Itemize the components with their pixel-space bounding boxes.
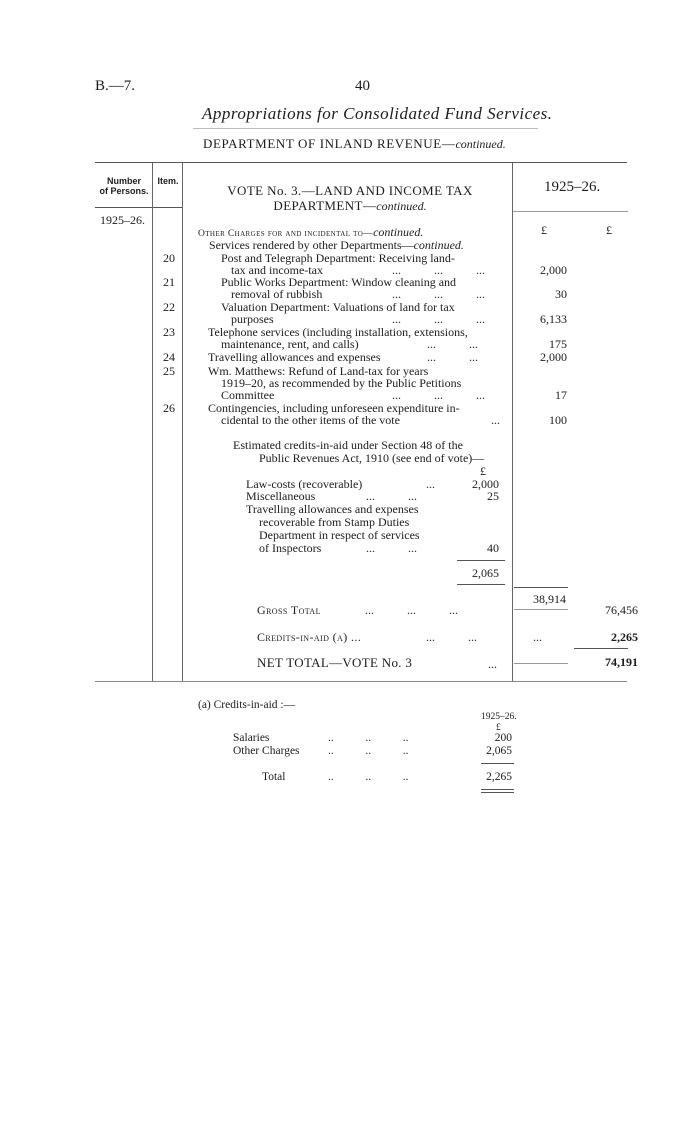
persons-heading-line-1: Number (106, 176, 141, 186)
head-bottom-rule-left (95, 207, 182, 208)
item-line: maintenance, rent, and calls) (221, 337, 359, 351)
gross-total-label (257, 603, 321, 618)
footnote-currency: £ (496, 723, 501, 733)
credit-travel-line: recoverable from Stamp Duties (259, 515, 410, 529)
net-total-amount: 74,191 (605, 655, 638, 669)
footnote-row-label: Other Charges (233, 745, 300, 757)
net-top-rule (574, 648, 628, 649)
department-heading (203, 136, 506, 152)
vote-title (190, 183, 510, 214)
credits-in-aid-text: Credits-in-aid (a) ... (257, 630, 362, 644)
credits-intro-line-1: Estimated credits-in-aid under Section 48 of the (233, 438, 463, 452)
footnote-total-amount: 2,265 (486, 771, 512, 783)
credits-in-aid-dots: ... ... (426, 630, 477, 644)
item-amount: 6,133 (540, 312, 567, 326)
item-leader-dots: ... ... (427, 350, 478, 364)
item-number: 22 (163, 300, 175, 314)
credits-total: 2,065 (472, 566, 499, 580)
item-line: Post and Telegraph Department: Receiving land- (221, 251, 455, 265)
credit-travel-line: Travelling allowances and expenses (246, 502, 419, 516)
vote-title-department: DEPARTMENT— (273, 198, 377, 213)
item-number: 25 (163, 364, 175, 378)
department-suffix: continued. (455, 137, 506, 151)
credits-sum-rule (457, 560, 505, 561)
item-line: Committee (221, 388, 275, 402)
head-bottom-rule-right (512, 211, 628, 212)
footnote-double-rule-1 (481, 789, 514, 790)
item-line: Valuation Department: Valuations of land for tax (221, 300, 455, 314)
item-line: removal of rubbish (231, 287, 323, 301)
item-amount: 30 (555, 287, 567, 301)
credit-travel-line: of Inspectors (259, 541, 322, 555)
item-line: Contingencies, including unforeseen expenditure in- (208, 401, 460, 415)
currency-left: £ (541, 223, 547, 237)
credits-in-aid-amount: 2,265 (611, 630, 638, 644)
item-leader-dots: ... (491, 413, 500, 427)
footnote-row-amount: 200 (494, 732, 512, 744)
footnote-row-dots: .. .. .. (328, 745, 409, 757)
currency-right: £ (606, 223, 612, 237)
item-leader-dots: ... ... ... (392, 263, 485, 277)
section-heading-suffix: continued. (373, 225, 424, 239)
page-title: Appropriations for Consolidated Fund Services. (202, 104, 553, 123)
item-line: purposes (231, 312, 274, 326)
net-total-dots: ... (488, 657, 497, 671)
credit-line-label: Miscellaneous (246, 489, 316, 503)
item-number: 20 (163, 251, 175, 265)
table-bottom-rule (95, 681, 627, 682)
credits-intro-line-2: Public Revenues Act, 1910 (see end of vote)— (259, 451, 485, 465)
footnote-sum-rule (481, 763, 514, 764)
document-reference: B.—7. (95, 78, 136, 94)
footnote-year: 1925–26. (481, 712, 517, 722)
item-amount: 100 (549, 413, 567, 427)
item-number: 23 (163, 325, 175, 339)
item-number: 21 (163, 275, 175, 289)
credits-total-rule (457, 584, 505, 585)
subtotal-rule (514, 587, 568, 588)
department-name: DEPARTMENT OF INLAND REVENUE— (203, 136, 456, 151)
gross-total-dots: ... ... ... (365, 603, 458, 617)
footnote-total-label: Total (262, 771, 286, 783)
section-subheading-suffix: continued. (413, 238, 464, 252)
item-leader-dots: ... ... ... (392, 287, 485, 301)
title-rule (193, 128, 538, 129)
vote-title-line-2 (190, 198, 510, 214)
item-line: Wm. Matthews: Refund of Land-tax for years (208, 364, 429, 378)
footnote-double-rule-2 (481, 792, 514, 793)
item-line: cidental to the other items of the vote (221, 413, 400, 427)
credit-line-amount: 25 (487, 489, 499, 503)
persons-year-label: 1925–26. (100, 213, 145, 227)
item-leader-dots: ... ... ... (392, 312, 485, 326)
gross-total-amount: 76,456 (605, 603, 638, 617)
credit-travel-line: Department in respect of services (259, 528, 420, 542)
item-amount: 2,000 (540, 350, 567, 364)
item-amount: 2,000 (540, 263, 567, 277)
credits-in-aid-label (257, 630, 361, 645)
footnote-row-label: Salaries (233, 732, 270, 744)
subtotal-amount: 38,914 (533, 592, 566, 606)
persons-column-heading (97, 176, 151, 196)
net-left-rule (514, 663, 568, 664)
credits-currency: £ (480, 464, 486, 478)
item-number: 26 (163, 401, 175, 415)
persons-heading-line-2: of Persons. (99, 186, 149, 196)
item-line: 1919–20, as recommended by the Public Petitions (221, 376, 462, 390)
vote-title-suffix: continued. (376, 199, 427, 213)
item-amount: 175 (549, 337, 567, 351)
footnote-heading: (a) Credits-in-aid :— (198, 699, 296, 711)
gross-total-text: Gross Total (257, 603, 321, 617)
credit-line-dots: ... ... (366, 489, 417, 503)
credit-travel-amount: 40 (487, 541, 499, 555)
net-total-label: NET TOTAL—VOTE No. 3 (257, 655, 413, 670)
footnote-total-dots: .. .. .. (328, 771, 409, 783)
item-line: Public Works Department: Window cleaning and (221, 275, 457, 289)
credit-travel-dots: ... ... (366, 541, 417, 555)
vote-title-line-1: VOTE No. 3.—LAND AND INCOME TAX (227, 183, 473, 198)
item-number: 24 (163, 350, 175, 364)
page-number: 40 (355, 78, 370, 94)
credits-in-aid-mid: ... (533, 630, 542, 644)
year-column-heading: 1925–26. (544, 179, 601, 195)
item-line: tax and income-tax (231, 263, 323, 277)
credit-line-amount: 2,000 (472, 477, 499, 491)
item-leader-dots: ... ... (427, 337, 478, 351)
item-line: Telephone services (including installation, extensions, (208, 325, 468, 339)
footnote-row-dots: .. .. .. (328, 732, 409, 744)
credit-line-label: Law-costs (recoverable) (246, 477, 363, 491)
section-heading-text: Other Charges for and incidental to— (198, 229, 374, 239)
item-column-divider (182, 163, 183, 681)
footnote-row-amount: 2,065 (486, 745, 512, 757)
table-top-rule (95, 162, 627, 163)
item-line: Travelling allowances and expenses (208, 350, 381, 364)
item-amount: 17 (555, 388, 567, 402)
section-subheading-text: Services rendered by other Departments— (209, 238, 414, 252)
item-leader-dots: ... ... ... (392, 388, 485, 402)
item-column-heading: Item. (157, 176, 179, 186)
persons-column-divider (152, 163, 153, 681)
gross-left-rule (514, 609, 568, 610)
credit-line-dots: ... (426, 477, 435, 491)
